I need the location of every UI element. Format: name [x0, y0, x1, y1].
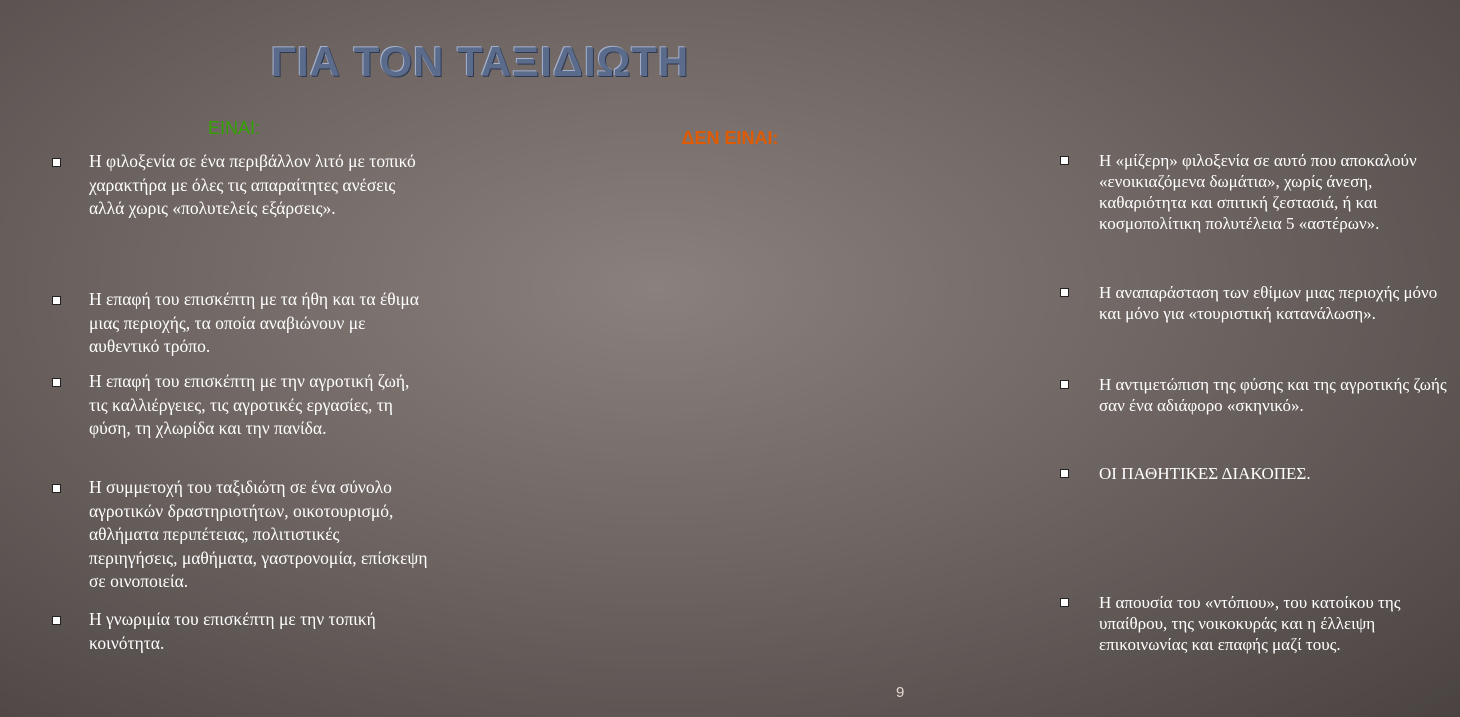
- left-item-text: Η φιλοξενία σε ένα περιβάλλον λιτό με τοπικό χαρακτήρα με όλες τις απαραίτητες ανέσεις αλλά χωρις «πολυτελείς εξάρσεις».: [89, 151, 416, 218]
- right-item-5: [1060, 592, 1460, 655]
- left-item-5: [52, 608, 432, 655]
- square-bullet-icon: [1060, 288, 1069, 297]
- square-bullet-icon: [1060, 156, 1069, 165]
- slide-title: ΓΙΑ ΤΟΝ ΤΑΞΙΔΙΩΤΗ: [270, 38, 690, 85]
- left-item-1: [52, 150, 432, 221]
- page-number: 9: [896, 684, 905, 701]
- right-item-text: Η αναπαράσταση των εθίμων μιας περιοχής μόνο και μόνο για «τουριστική κατανάλωση».: [1099, 283, 1438, 323]
- left-item-4: [52, 476, 432, 594]
- square-bullet-icon: [1060, 380, 1069, 389]
- left-item-2: [52, 288, 432, 359]
- square-bullet-icon: [52, 158, 61, 167]
- right-item-1: [1060, 150, 1460, 234]
- right-item-text: Η αντιμετώπιση της φύσης και της αγροτικής ζωής σαν ένα αδιάφορο «σκηνικό».: [1099, 375, 1447, 415]
- right-item-text: Η «μίζερη» φιλοξενία σε αυτό που αποκαλούν «ενοικιαζόμενα δωμάτια», χωρίς άνεση, καθαριότητα και σπιτική ζεστασιά, ή και κοσμοπολίτικη πολυτέλεια 5 «αστέρων».: [1099, 151, 1417, 233]
- left-item-text: Η συμμετοχή του ταξιδιώτη σε ένα σύνολο αγροτικών δραστηριοτήτων, οικοτουρισμό, αθλήματα περιπέτειας, πολιτιστικές περιηγήσεις, μαθήματα, γαστρονομία, επίσκεψη σε οινοποιεία.: [89, 477, 428, 591]
- square-bullet-icon: [1060, 598, 1069, 607]
- right-item-4: [1060, 463, 1460, 484]
- right-heading: ΔΕΝ ΕΙΝΑΙ:: [681, 128, 779, 148]
- square-bullet-icon: [52, 378, 61, 387]
- right-item-text: Η απουσία του «ντόπιου», του κατοίκου της υπαίθρου, της νοικοκυράς και η έλλειψη επικοινωνίας και επαφής μαζί τους.: [1099, 593, 1401, 654]
- left-item-text: Η επαφή του επισκέπτη με την αγροτική ζωή, τις καλλιέργειες, τις αγροτικές εργασίες, τη φύση, τη χλωρίδα και την πανίδα.: [89, 371, 410, 438]
- square-bullet-icon: [52, 616, 61, 625]
- left-item-text: Η γνωριμία του επισκέπτη με την τοπική κοινότητα.: [89, 609, 376, 653]
- left-item-3: [52, 370, 432, 441]
- right-item-text: ΟΙ ΠΑΘΗΤΙΚΕΣ ΔΙΑΚΟΠΕΣ.: [1099, 464, 1311, 483]
- square-bullet-icon: [52, 296, 61, 305]
- square-bullet-icon: [52, 484, 61, 493]
- right-item-2: [1060, 282, 1460, 324]
- left-heading: ΕΙΝΑΙ:: [208, 118, 261, 138]
- square-bullet-icon: [1060, 469, 1069, 478]
- right-item-3: [1060, 374, 1460, 416]
- left-item-text: Η επαφή του επισκέπτη με τα ήθη και τα έθιμα μιας περιοχής, τα οποία αναβιώνουν με αυθεντικό τρόπο.: [89, 289, 419, 356]
